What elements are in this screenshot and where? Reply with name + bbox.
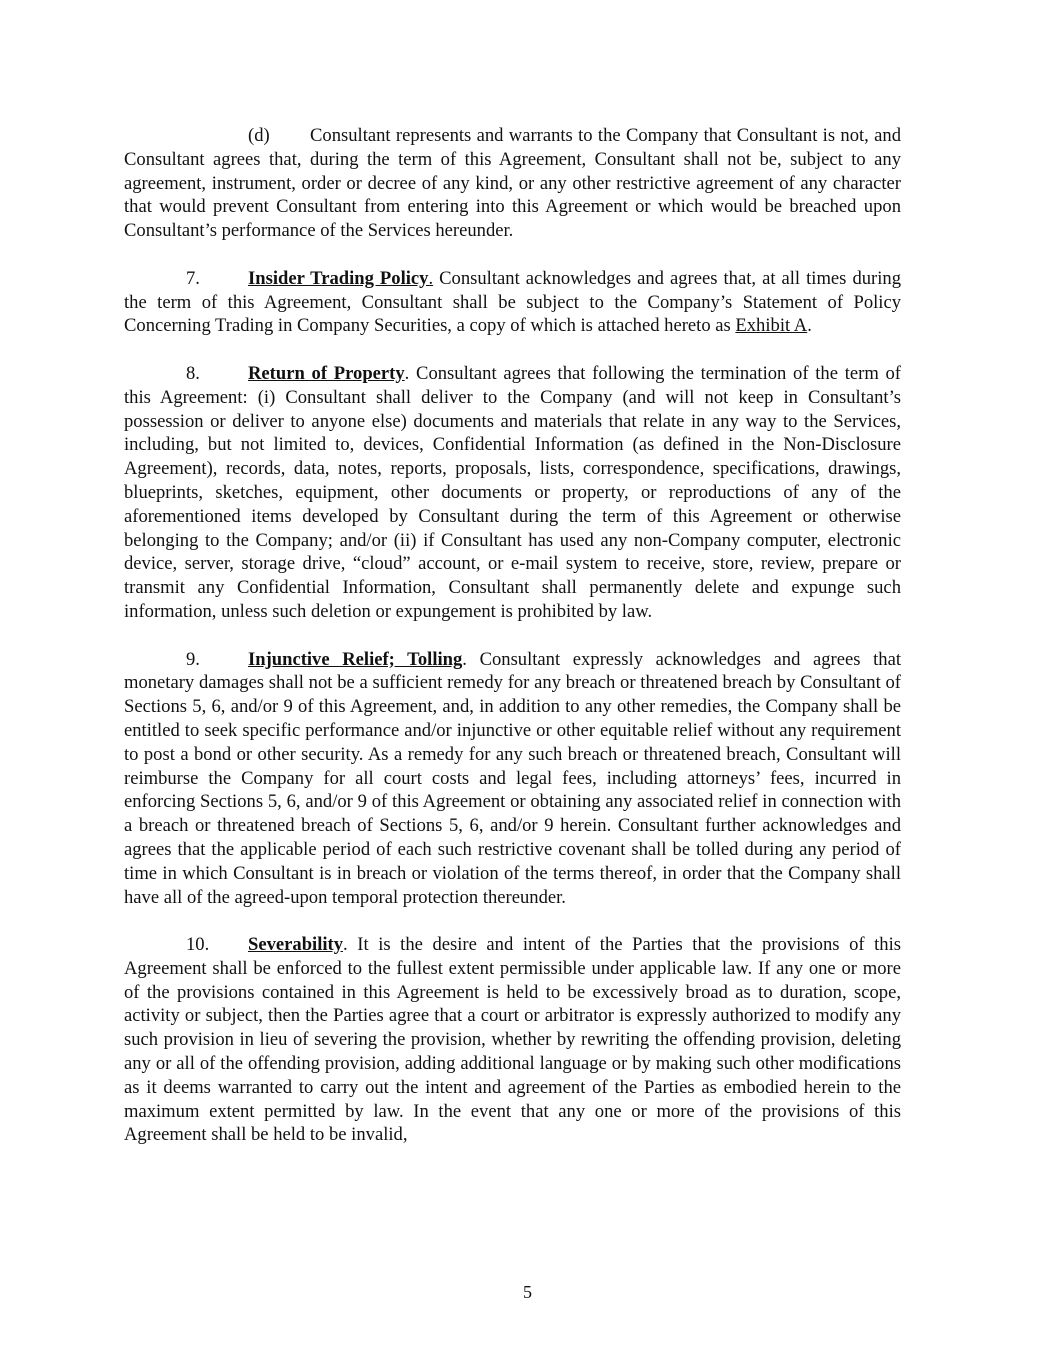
section-10-number: 10.: [186, 934, 210, 956]
section-9-heading-punct: .: [462, 648, 467, 670]
section-9-number: 9.: [186, 648, 200, 670]
exhibit-a-reference: Exhibit A: [735, 315, 808, 337]
section-8-heading: Return of Property: [248, 362, 405, 384]
section-7-paragraph: [124, 267, 901, 338]
section-7-text: Consultant acknowledges and agrees that, at all times during the term of this Agreement, Consultant shall be subject to the Company’s Statement of Policy Concerning Trading in Company Securities, a copy of which is attached hereto as: [124, 267, 901, 337]
section-d-label: (d): [248, 125, 270, 146]
section-9-text: Consultant expressly acknowledges and agrees that monetary damages shall not be a sufficient remedy for any breach or threatened breach by Consultant of Sections 5, 6, and/or 9 of this Agreement, and, in addition to any other remedies, the Company shall be entitled to seek specific performance and/or injunctive or other equitable relief without any requirement to post a bond or other security. As a remedy for any such breach or threatened breach, Consultant will reimburse the Company for all court costs and legal fees, including attorneys’ fees, incurred in enforcing Sections 5, 6, and/or 9 of this Agreement or obtaining any associated relief in connection with a breach or threatened breach of Sections 5, 6, and/or 9 herein. Consultant further acknowledges and agrees that the applicable period of each such restrictive covenant shall be tolled during any period of time in which Consultant is in breach or violation of the terms thereof, in order that the Company shall have all of the agreed-upon temporal protection thereunder.: [124, 648, 901, 908]
section-7-end: .: [807, 315, 812, 337]
section-8-text: Consultant agrees that following the termination of the term of this Agreement: (i) Consultant shall deliver to the Company (and will not keep in Consultant’s possession or deliver to anyone else) documents and materials that relate in any way to the Services, including, but not limited to, devices, Confidential Information (as defined in the Non-Disclosure Agreement), records, data, notes, reports, proposals, lists, correspondence, specifications, drawings, blueprints, sketches, equipment, other documents or property, or reproductions of any of the aforementioned items developed by Consultant during the term of this Agreement or otherwise belonging to the Company; and/or (ii) if Consultant has used any non-Company computer, electronic device, server, storage drive, “cloud” account, or e-mail system to receive, store, review, prepare or transmit any Confidential Information, Consultant shall permanently delete and expunge such information, unless such deletion or expungement is prohibited by law.: [124, 362, 901, 622]
document-page: [124, 124, 901, 1171]
section-8-number: 8.: [186, 362, 200, 384]
section-9-paragraph: [124, 648, 901, 910]
section-10-heading-punct: .: [343, 934, 348, 956]
section-7-heading-punct: .: [428, 267, 434, 289]
section-7-number: 7.: [186, 267, 200, 289]
section-8-paragraph: [124, 362, 901, 624]
section-d-text: Consultant represents and warrants to the Company that Consultant is not, and Consultant agrees that, during the term of this Agreement, Consultant shall not be, subject to any agreement, instrument, order or decree of any kind, or any other restrictive agreement of any character that would prevent Consultant from entering into this Agreement or which would be breached upon Consultant’s performance of the Services hereunder.: [124, 125, 901, 242]
page-number: 5: [523, 1282, 532, 1302]
section-d-paragraph: [124, 124, 901, 243]
section-8-heading-punct: .: [404, 362, 410, 384]
section-10-text: It is the desire and intent of the Parties that the provisions of this Agreement shall be enforced to the fullest extent permissible under applicable law. If any one or more of the provisions contained in this Agreement is held to be excessively broad as to duration, scope, activity or subject, then the Parties agree that a court or arbitrator is expressly authorized to modify any such provision in lieu of severing the provision, whether by rewriting the offending provision, deleting any or all of the offending provision, adding additional language or by making such other modifications as it deems warranted to carry out the intent and agreement of the Parties as embodied herein to the maximum extent permitted by law. In the event that any one or more of the provisions of this Agreement shall be held to be invalid,: [124, 934, 901, 1146]
section-10-paragraph: [124, 933, 901, 1147]
section-7-heading: Insider Trading Policy: [248, 267, 429, 289]
section-10-heading: Severability: [248, 934, 344, 956]
section-9-heading: Injunctive Relief; Tolling: [248, 648, 463, 670]
